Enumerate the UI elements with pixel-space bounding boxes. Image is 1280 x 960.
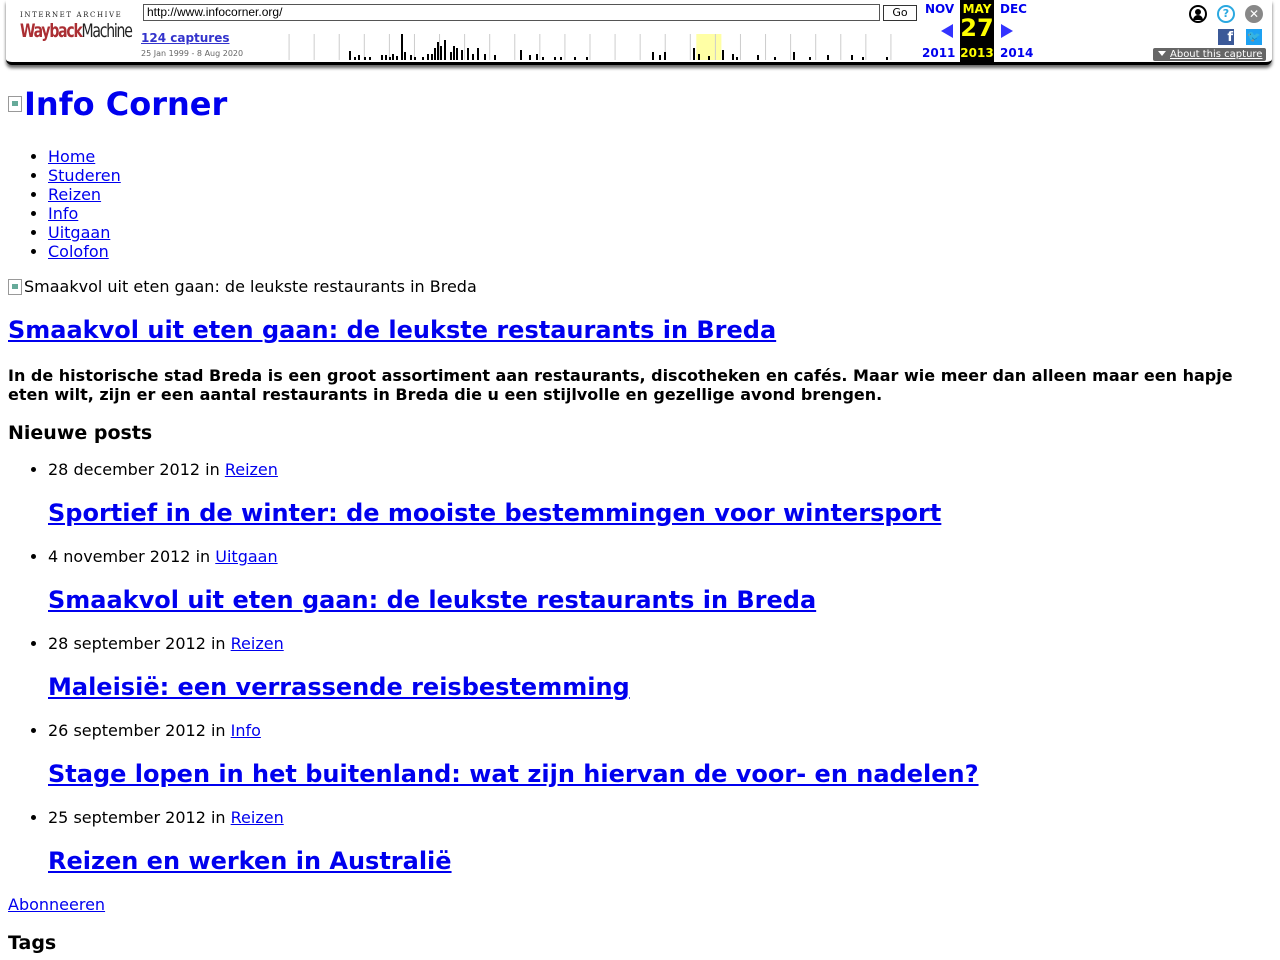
post-in-word: in (210, 721, 226, 740)
site-logo-link[interactable]: Info Corner (24, 85, 228, 123)
nav-link-uitgaan[interactable]: Uitgaan (48, 223, 111, 242)
nav-item-home (48, 147, 1268, 166)
wayback-url-input[interactable]: http://www.infocorner.org/ (143, 4, 880, 21)
help-icon[interactable]: ? (1217, 5, 1235, 23)
broken-image-icon (8, 279, 22, 295)
new-posts-heading: Nieuwe posts (8, 422, 153, 444)
list-item (48, 808, 1268, 875)
wayback-toolbar (6, 0, 1272, 65)
close-icon[interactable]: ✕ (1245, 5, 1263, 23)
feature-image-alt: Smaakvol uit eten gaan: de leukste restaurants in Breda (24, 277, 477, 296)
subscribe-link[interactable]: Abonneeren (8, 895, 106, 914)
post-category-link[interactable]: Uitgaan (215, 547, 278, 566)
wayback-logo-text (20, 20, 132, 42)
wayback-captures-link[interactable]: 124 captures (141, 31, 230, 45)
list-item (48, 634, 1268, 701)
list-item (48, 460, 1268, 527)
post-date: 28 december 2012 (48, 460, 201, 479)
next-capture-arrow-icon[interactable] (1001, 24, 1013, 38)
wayback-logo-machine: Machine (81, 20, 132, 42)
post-in-word: in (205, 460, 220, 479)
post-title-link[interactable]: Stage lopen in het buitenland: wat zijn hiervan de voor- en nadelen? (48, 760, 979, 788)
wayback-capture-sparkline[interactable] (264, 34, 916, 60)
nav-link-home[interactable]: Home (48, 147, 96, 166)
page-content (8, 84, 1268, 954)
nav-item-colofon (48, 242, 1268, 261)
post-date: 4 november 2012 (48, 547, 191, 566)
nav-link-colofon[interactable]: Colofon (48, 242, 109, 261)
post-category-link[interactable]: Reizen (230, 808, 284, 827)
user-icon[interactable] (1189, 5, 1207, 23)
site-logo[interactable] (8, 84, 1268, 124)
main-navigation (8, 147, 1268, 261)
nav-item-uitgaan (48, 223, 1268, 242)
wayback-prev-month[interactable]: NOV (925, 2, 955, 16)
wayback-logo[interactable] (20, 9, 132, 49)
wayback-current-day: 27 (960, 14, 994, 42)
post-title-link[interactable]: Reizen en werken in Australië (48, 847, 452, 875)
nav-item-info (48, 204, 1268, 223)
new-posts-list (8, 460, 1268, 875)
wayback-current-year: 2013 (960, 46, 994, 60)
feature-intro: In de historische stad Breda is een groot assortiment aan restaurants, discotheken en cafés. Maar wie meer dan alleen maar een hapje eten wilt, zijn er een aantal restaurants in Breda die u een stijlvolle en gezellige avond brengen. (8, 366, 1233, 404)
wayback-current-capture (960, 0, 994, 62)
about-this-capture-button[interactable] (1153, 48, 1266, 61)
wayback-next-month[interactable]: DEC (1000, 2, 1027, 16)
wayback-prev-year[interactable]: 2011 (922, 46, 956, 60)
post-title-link[interactable]: Maleisië: een verrassende reisbestemming (48, 673, 630, 701)
sparkline-graph[interactable] (264, 34, 916, 60)
feature-title-link[interactable]: Smaakvol uit eten gaan: de leukste restaurants in Breda (8, 316, 777, 344)
list-item (48, 547, 1268, 614)
post-date: 28 september 2012 (48, 634, 206, 653)
about-this-capture-label: About this capture (1170, 49, 1263, 60)
list-item (48, 721, 1268, 788)
post-date: 26 september 2012 (48, 721, 206, 740)
tags-heading: Tags (8, 932, 57, 954)
post-category-link[interactable]: Reizen (230, 634, 284, 653)
feature-title (8, 316, 1268, 344)
facebook-icon[interactable]: f (1218, 29, 1234, 45)
previous-capture-arrow-icon[interactable] (941, 24, 953, 38)
nav-item-studeren (48, 166, 1268, 185)
nav-item-reizen (48, 185, 1268, 204)
nav-link-reizen[interactable]: Reizen (48, 185, 102, 204)
post-in-word: in (210, 808, 226, 827)
post-category-link[interactable]: Info (230, 721, 261, 740)
feature-image[interactable] (8, 277, 1268, 296)
caret-down-icon (1158, 51, 1166, 56)
wayback-logo-top: INTERNET ARCHIVE (20, 11, 123, 19)
wayback-current-month: MAY (962, 2, 992, 16)
wayback-next-year[interactable]: 2014 (1000, 46, 1034, 60)
wayback-capture-range: 25 Jan 1999 - 8 Aug 2020 (141, 49, 244, 58)
broken-image-icon (8, 96, 22, 112)
post-in-word: in (210, 634, 226, 653)
nav-link-info[interactable]: Info (48, 204, 79, 223)
post-in-word: in (195, 547, 211, 566)
post-title-link[interactable]: Smaakvol uit eten gaan: de leukste restaurants in Breda (48, 586, 817, 614)
wayback-logo-wayback: Wayback (20, 20, 82, 42)
wayback-go-button[interactable]: Go (883, 5, 917, 21)
twitter-icon[interactable]: 🐦 (1247, 30, 1261, 43)
post-date: 25 september 2012 (48, 808, 206, 827)
nav-link-studeren[interactable]: Studeren (48, 166, 121, 185)
post-title-link[interactable]: Sportief in de winter: de mooiste bestemmingen voor wintersport (48, 499, 942, 527)
post-category-link[interactable]: Reizen (224, 460, 278, 479)
